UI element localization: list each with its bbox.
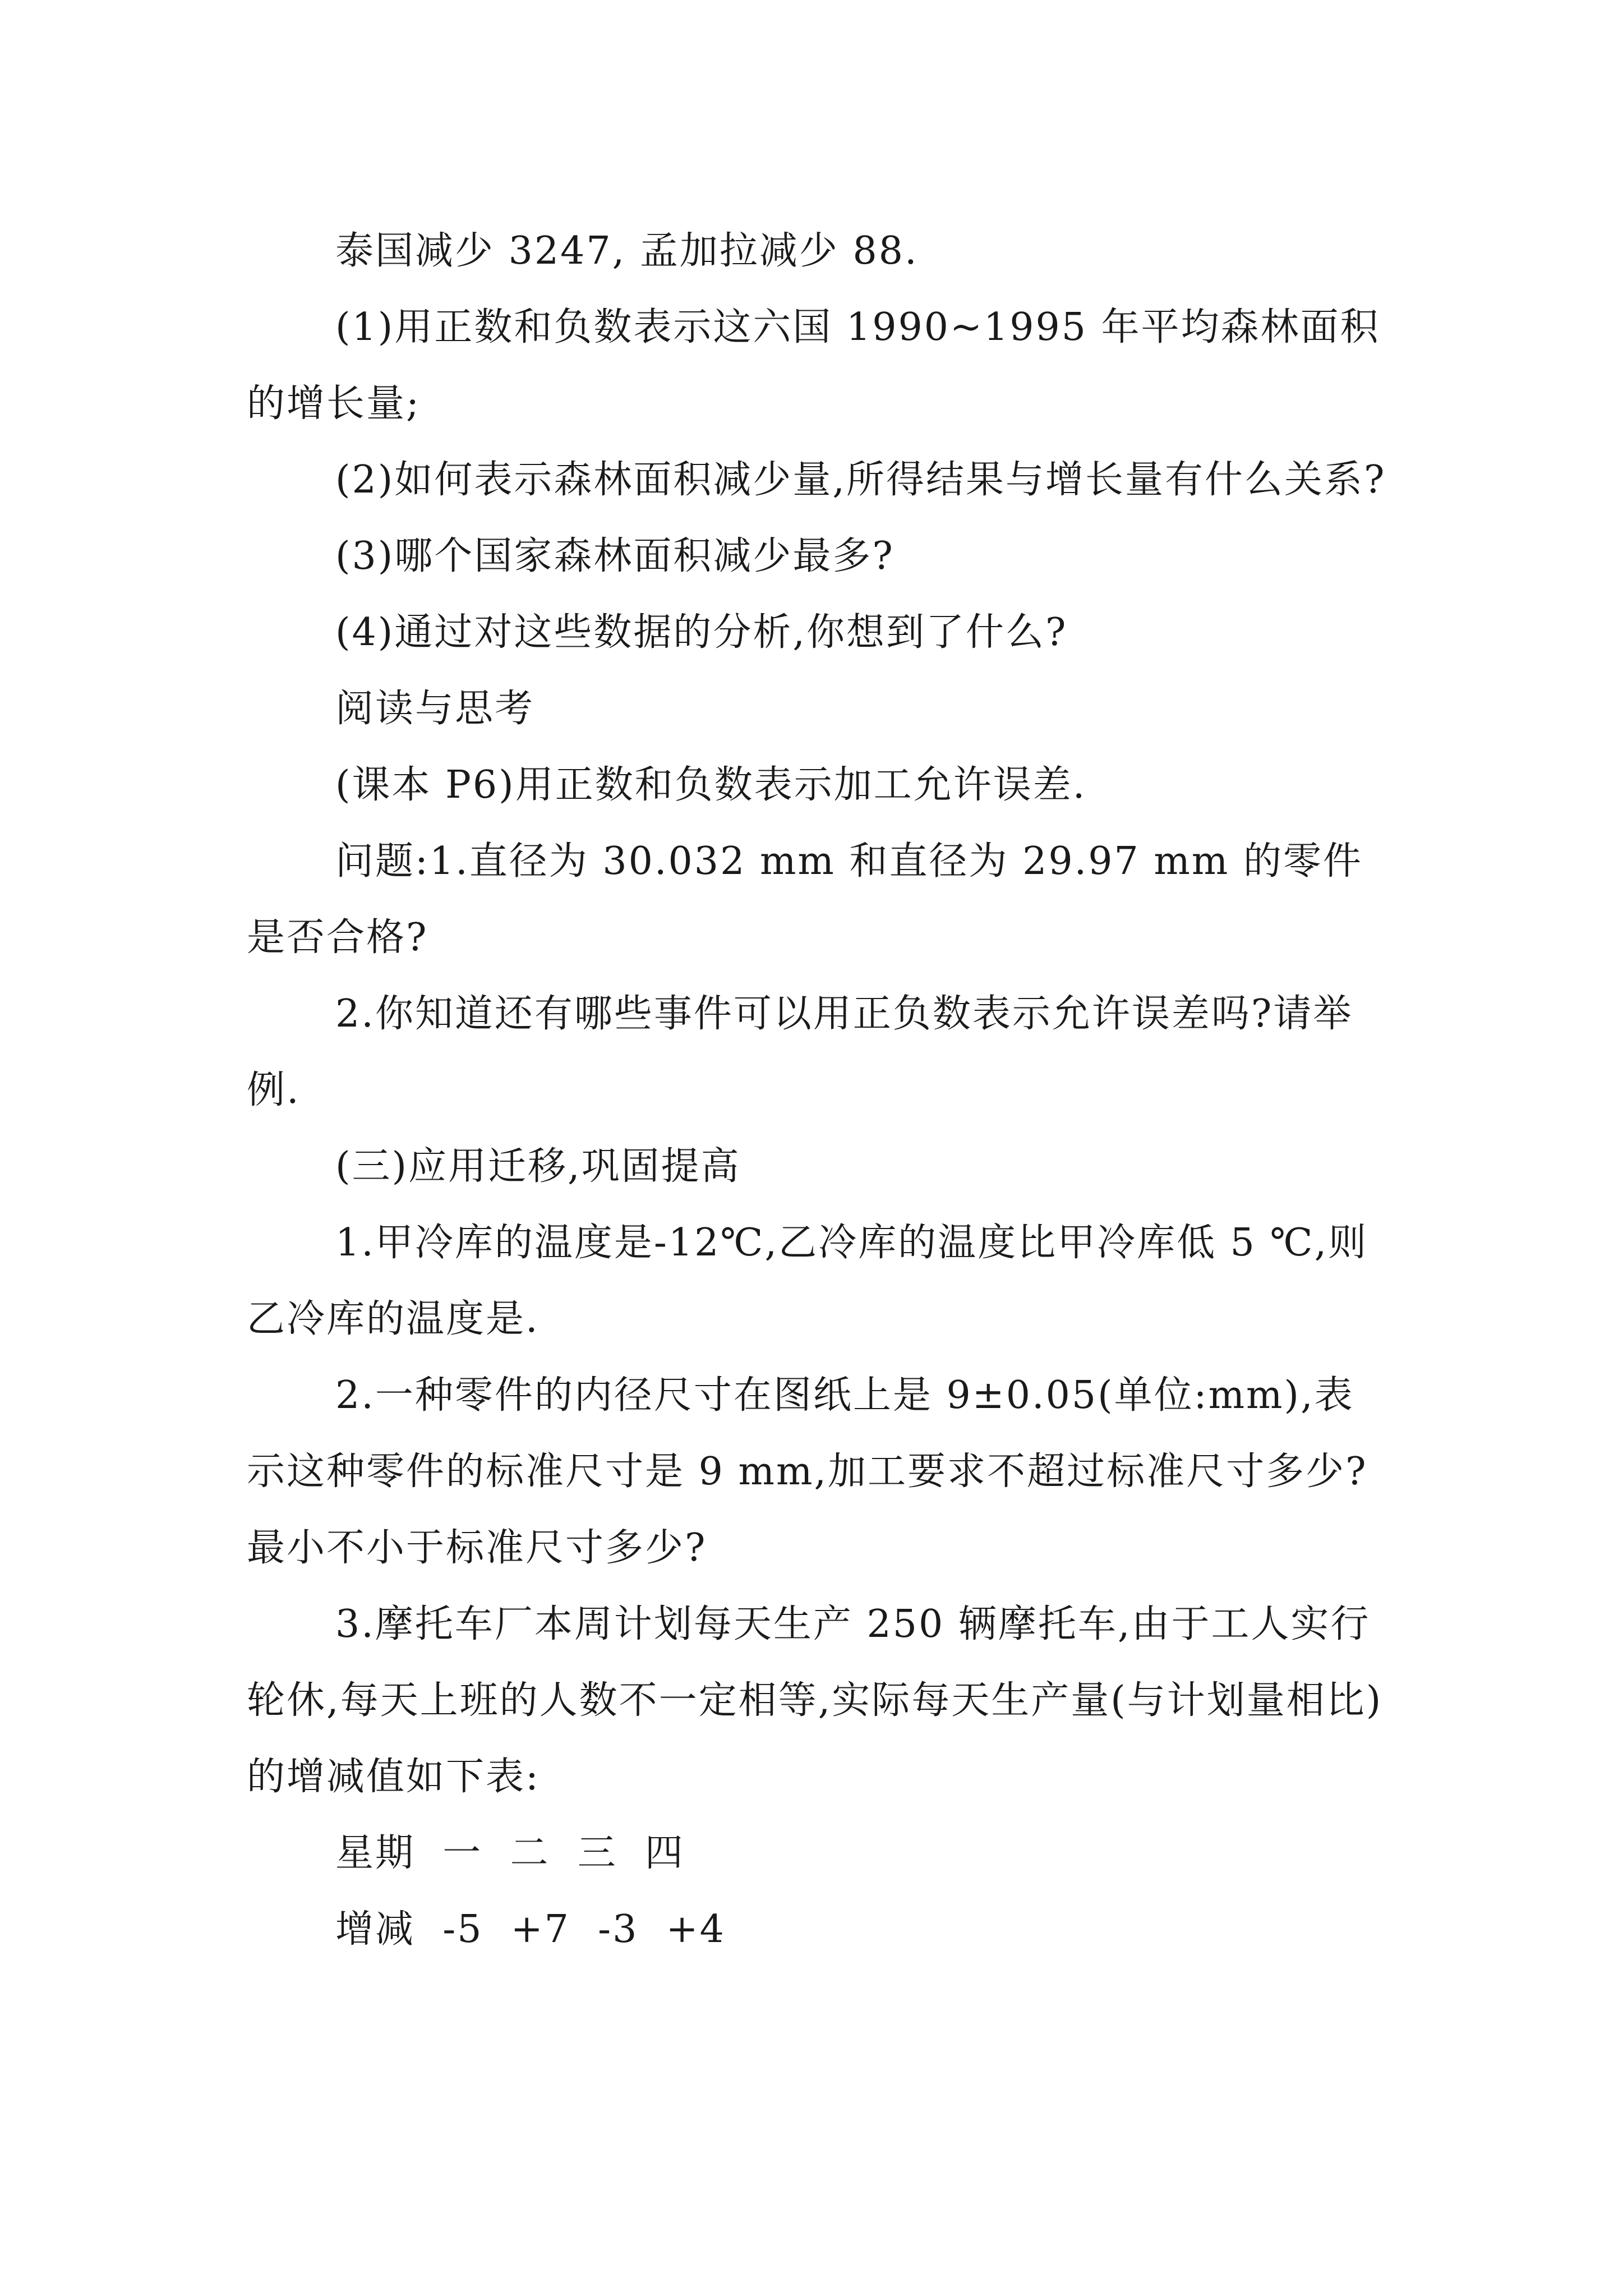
question-3: (3)哪个国家森林面积减少最多?: [335, 534, 895, 578]
section-heading-reading: 阅读与思考: [335, 687, 535, 731]
question-4: (4)通过对这些数据的分析,你想到了什么?: [335, 610, 1068, 655]
problem-tolerance-examples: 2.你知道还有哪些事件可以用正负数表示允许误差吗?请举例.: [247, 992, 1353, 1112]
problem-diameter: 问题:1.直径为 30.032 mm 和直径为 29.97 mm 的零件是否合格?: [247, 839, 1363, 960]
paragraph-thailand-bangladesh: 泰国减少 3247, 孟加拉减少 88.: [335, 229, 919, 273]
exercise-cold-storage: 1.甲冷库的温度是-12℃,乙冷库的温度比甲冷库低 5 ℃,则乙冷库的温度是.: [247, 1221, 1368, 1341]
question-2: (2)如何表示森林面积减少量,所得结果与增长量有什么关系?: [335, 458, 1386, 502]
section-heading-application: (三)应用迁移,巩固提高: [335, 1144, 741, 1189]
document-body: [247, 213, 1391, 1968]
table-header-row: 星期 一 二 三 四: [335, 1831, 685, 1875]
question-1: (1)用正数和负数表示这六国 1990~1995 年平均森林面积的增长量;: [247, 305, 1380, 426]
textbook-reference: (课本 P6)用正数和负数表示加工允许误差.: [335, 763, 1087, 807]
exercise-part-diameter: 2.一种零件的内径尺寸在图纸上是 9±0.05(单位:mm),表示这种零件的标准尺寸是 9 mm,加工要求不超过标准尺寸多少?最小不小于标准尺寸多少?: [247, 1373, 1368, 1570]
table-value-row: 增减 -5 +7 -3 +4: [335, 1907, 726, 1952]
exercise-motorcycle: 3.摩托车厂本周计划每天生产 250 辆摩托车,由于工人实行轮休,每天上班的人数不一定相等,实际每天生产量(与计划量相比)的增减值如下表:: [247, 1602, 1383, 1799]
